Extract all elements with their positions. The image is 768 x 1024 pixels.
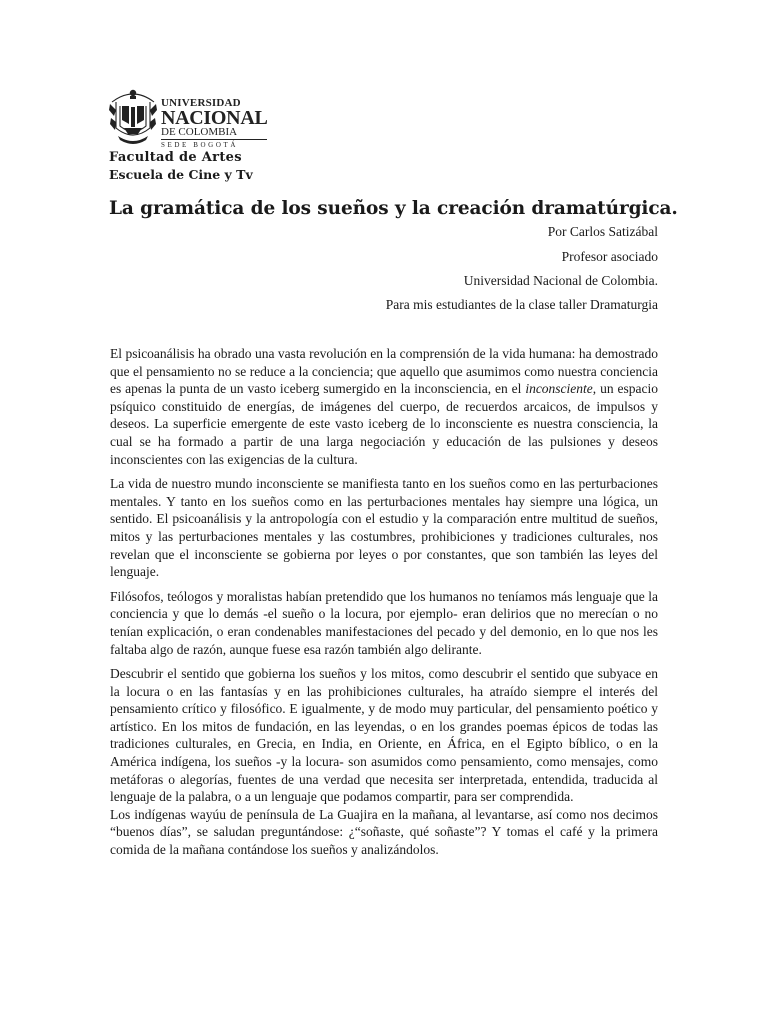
author-institution: Universidad Nacional de Colombia. <box>463 273 658 288</box>
faculty-name: Facultad de Artes <box>109 150 242 165</box>
paragraph-4: Descubrir el sentido que gobierna los sueños y los mitos, como descubrir el sentido que subyace en la locura o en las fantasías y en las prohibiciones culturales, ha atraído siempre el interés del pensamiento crítico y filosófico. E igualmente, y de modo muy particular, del pensamiento poético y artístico. En los mitos de fundación, en las leyendas, o en los grandes poemas épicos de todas las tradiciones culturales, en Grecia, en India, en Oriente, en África, en el Egipto bíblico, o en la América indígena, los sueños -y la locura- son asumidos como pensamiento, como mensajes, como metáforas o alegorías, fuentes de una verdad que necesita ser interpretada, entendida, traducida al lenguaje de la palabra, o a un lenguaje que podamos compartir, para ser comprendida. <box>110 666 658 805</box>
paragraph-1-part-a: El psicoanálisis ha obrado una vasta revolución en la comprensión de la vida humana: ha demostrado que el pensamiento no se reduce a la conciencia; que aquello que asumimos como nuestra conciencia es apenas la punta de un vasto iceberg sumergido en la inconsciencia, en el <box>110 346 658 397</box>
paragraph-1-emphasis: inconsciente <box>525 381 593 397</box>
paragraph-1-part-b: , un espacio psíquico constituido de energías, de imágenes del cuerpo, de recuerdos arcaicos, de impulsos y deseos. La superficie emergente de este vasto iceberg de lo inconsciente es nuestra consciencia, la cual se ha formado a partir de una larga negociación y educación de las pulsiones y deseos inconscientes con las exigencias de la cultura. <box>110 381 658 467</box>
paragraph-3: Filósofos, teólogos y moralistas habían pretendido que los humanos no teníamos más lenguaje que la conciencia y que lo demás -el sueño o la locura, por ejemplo- eran delirios que no merecían o no tenían explicación, o eran condenables manifestaciones del pecado y del demonio, en lo que nos les faltaba algo de razón, aunque fuese esa razón también algo delirante. <box>110 588 658 657</box>
paragraph-2: La vida de nuestro mundo inconsciente se manifiesta tanto en los sueños como en las perturbaciones mentales. Y tanto en los sueños como en las perturbaciones mentales hay siempre una lógica, un sentido. El psicoanálisis y la antropología con el estudio y la comparación entre multitud de sueños, mitos y las perturbaciones mentales y las costumbres, prohibiciones y tradiciones culturales, nos revelan que el inconsciente se gobierna por leyes o por constantes, que son también las leyes del lenguaje. <box>110 476 658 580</box>
author-line: Por Carlos Satizábal <box>547 224 658 239</box>
dedication-line: Para mis estudiantes de la clase taller Dramaturgia <box>385 297 658 312</box>
author-role: Profesor asociado <box>561 249 658 264</box>
paragraph-1 <box>110 345 658 468</box>
university-logo <box>108 84 268 148</box>
logo-line-de-colombia: DE COLOMBIA <box>161 127 267 140</box>
logo-line-sede: SEDE BOGOTÁ <box>161 141 239 149</box>
school-name: Escuela de Cine y Tv <box>109 167 253 182</box>
university-seal-icon <box>108 84 158 148</box>
logo-line-universidad: UNIVERSIDAD <box>161 97 241 109</box>
document-title: La gramática de los sueños y la creación dramatúrgica. <box>109 198 678 219</box>
logo-wordmark <box>161 98 271 150</box>
paragraph-5: Los indígenas wayúu de península de La Guajira en la mañana, al levantarse, así como nos decimos “buenos días”, se saludan preguntándose: ¿“soñaste, qué soñaste”? Y tomas el café y la primera comida de la mañana contándose los sueños y analizándolos. <box>110 806 658 858</box>
logo-line-nacional: NACIONAL <box>161 107 268 129</box>
document-body <box>110 345 658 866</box>
